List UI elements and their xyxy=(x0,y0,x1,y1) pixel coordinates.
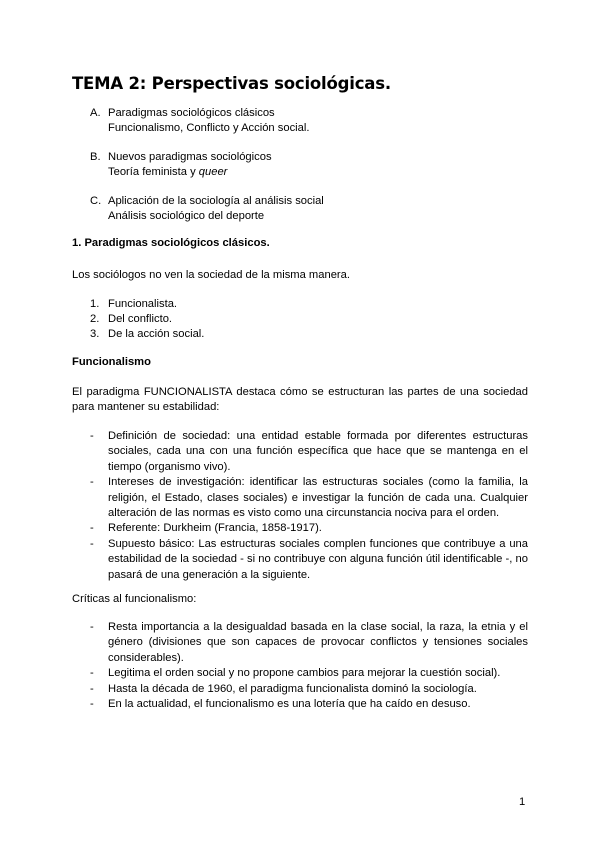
list-item xyxy=(90,475,528,521)
list-item-text: En la actualidad, el funcionalismo es una lotería que ha caído en desuso. xyxy=(108,698,471,711)
bullet-dash: - xyxy=(90,621,94,633)
outline-letter-a: A. xyxy=(90,107,101,119)
intro-text: Los sociólogos no ven la sociedad de la misma manera. xyxy=(72,269,350,281)
numbered-item-1: Funcionalista. xyxy=(108,298,178,310)
outline-letter-c: C. xyxy=(90,195,102,207)
section-heading: 1. Paradigmas sociológicos clásicos. xyxy=(72,237,270,249)
list-item-text: Definición de sociedad: una entidad estable formada por diferentes estructuras sociales, cada una con una función específica que hace que se mantenga en el tiempo (organismo vivo). xyxy=(108,430,528,473)
list-item xyxy=(90,620,528,666)
bullet-dash: - xyxy=(90,698,94,711)
outline-c-line1: Aplicación de la sociología al análisis social xyxy=(108,195,324,207)
numbered-item-3: De la acción social. xyxy=(108,328,205,340)
outline-a-line1: Paradigmas sociológicos clásicos xyxy=(108,107,275,119)
bullet-dash: - xyxy=(90,667,94,680)
list-item-text: Legitima el orden social y no propone cambios para mejorar la cuestión social). xyxy=(108,667,501,680)
list-item-text: Resta importancia a la desigualdad basada en la clase social, la raza, la etnia y el género (divisiones que son capaces de provocar conflictos y tensiones sociales considerables). xyxy=(108,621,528,664)
list-item xyxy=(90,429,528,475)
subsection-heading-funcionalismo: Funcionalismo xyxy=(72,356,151,368)
outline-a-line2: Funcionalismo, Conflicto y Acción social. xyxy=(108,122,310,134)
list-item xyxy=(90,521,528,536)
list-item-text: Supuesto básico: Las estructuras sociales complen funciones que contribuye a una estabilidad de la sociedad - si no contribuye con alguna función útil identificable -, no pasará de una generación a la siguiente. xyxy=(108,537,528,581)
numbered-item-2: Del conflicto. xyxy=(108,313,173,325)
list-item xyxy=(90,697,528,712)
outline-b-line2 xyxy=(108,165,227,180)
outline-c-line2: Análisis sociológico del deporte xyxy=(108,210,265,222)
list-item xyxy=(90,537,528,583)
list-item xyxy=(90,682,528,697)
bullet-dash: - xyxy=(90,682,94,695)
numbered-marker-1: 1. xyxy=(90,298,100,310)
numbered-marker-2: 2. xyxy=(90,313,100,325)
list-item-text: Referente: Durkheim (Francia, 1858-1917). xyxy=(108,522,322,535)
document-title: TEMA 2: Perspectivas sociológicas. xyxy=(72,74,391,93)
criticas-bullet-list xyxy=(90,620,528,712)
criticas-heading: Críticas al funcionalismo: xyxy=(72,593,197,605)
bullet-dash: - xyxy=(90,537,94,550)
funcionalismo-bullet-list xyxy=(90,429,528,583)
funcionalismo-paragraph: El paradigma FUNCIONALISTA destaca cómo se estructuran las partes de una sociedad para mantener su estabilidad: xyxy=(72,386,528,414)
outline-b-line2-emphasis: queer xyxy=(198,166,228,178)
outline-b-line2-text: Teoría feminista y xyxy=(108,166,199,178)
list-item-text: Hasta la década de 1960, el paradigma funcionalista dominó la sociología. xyxy=(108,682,477,695)
bullet-dash: - xyxy=(90,476,94,489)
numbered-marker-3: 3. xyxy=(90,328,100,340)
page-number: 1 xyxy=(519,796,526,808)
outline-letter-b: B. xyxy=(90,151,101,163)
bullet-dash: - xyxy=(90,522,94,535)
bullet-dash: - xyxy=(90,430,94,442)
list-item-text: Intereses de investigación: identificar las estructuras sociales (como la familia, la religión, el Estado, clases sociales) e investigar la función de cada una. Cualquier alteración de las normas es visto como una circunstancia nociva para el orden. xyxy=(108,476,528,520)
list-item xyxy=(90,666,528,681)
outline-b-line1: Nuevos paradigmas sociológicos xyxy=(108,151,272,163)
